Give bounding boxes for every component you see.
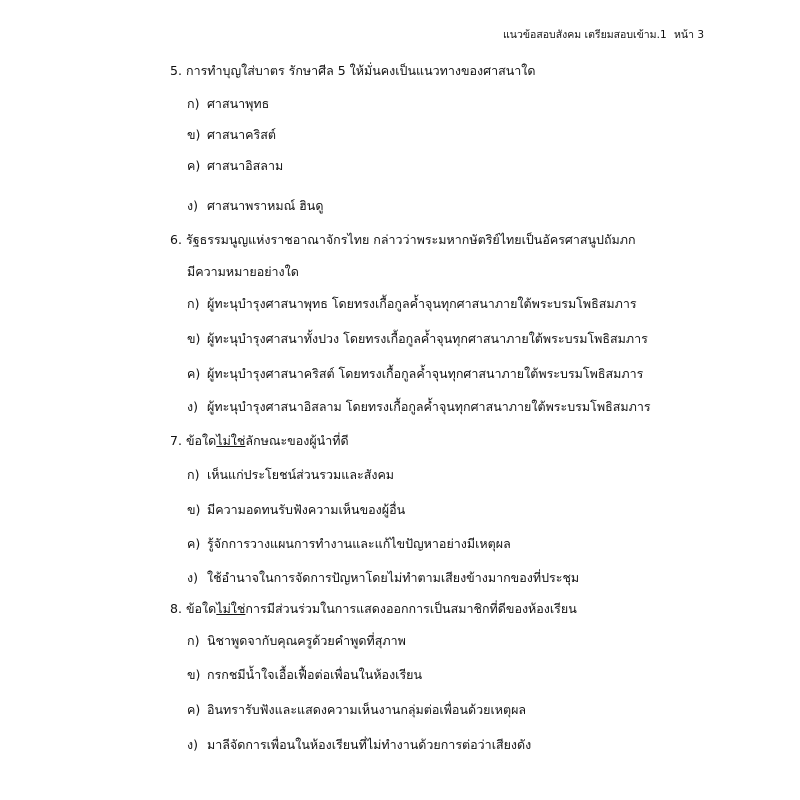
question-8-option-b — [187, 667, 422, 683]
option-mark: ข) — [187, 127, 201, 142]
option-mark: ก) — [187, 296, 200, 311]
option-text: ผู้ทะนุบำรุงศาสนาคริสต์ โดยทรงเกื้อกูลค้ำจุนทุกศาสนาภายใต้พระบรมโพธิสมภาร — [207, 366, 644, 381]
option-mark: ก) — [187, 633, 200, 648]
question-6-option-d — [187, 399, 651, 415]
question-5-option-a — [187, 96, 269, 112]
option-mark: ง) — [187, 737, 198, 752]
header-title: แนวข้อสอบสังคม เตรียมสอบเข้าม.1 — [503, 29, 667, 41]
question-7-option-b — [187, 502, 405, 518]
question-text-pre: ข้อใด — [186, 433, 217, 448]
option-text: ผู้ทะนุบำรุงศาสนาทั้งปวง โดยทรงเกื้อกูลค้ำจุนทุกศาสนาภายใต้พระบรมโพธิสมภาร — [207, 331, 648, 346]
question-number: 7. — [170, 433, 182, 448]
option-text: ผู้ทะนุบำรุงศาสนาพุทธ โดยทรงเกื้อกูลค้ำจุนทุกศาสนาภายใต้พระบรมโพธิสมภาร — [207, 296, 637, 311]
question-5 — [170, 63, 536, 79]
option-text: เห็นแก่ประโยชน์ส่วนรวมและสังคม — [207, 467, 395, 482]
question-8 — [170, 601, 577, 617]
option-mark: ง) — [187, 198, 198, 213]
question-7-option-d — [187, 570, 579, 586]
question-6-option-a — [187, 296, 637, 312]
question-7 — [170, 433, 349, 449]
option-text: รู้จักการวางแผนการทำงานและแก้ไขปัญหาอย่างมีเหตุผล — [207, 536, 511, 551]
option-text: ผู้ทะนุบำรุงศาสนาอิสลาม โดยทรงเกื้อกูลค้ำจุนทุกศาสนาภายใต้พระบรมโพธิสมภาร — [207, 399, 651, 414]
question-6-continued — [187, 264, 299, 280]
page-header — [503, 26, 704, 43]
option-text: ศาสนาพราหมณ์ ฮินดู — [207, 198, 324, 213]
option-mark: ค) — [187, 702, 201, 717]
option-text: ศาสนาพุทธ — [207, 96, 270, 111]
question-text: รัฐธรรมนูญแห่งราชอาณาจักรไทย กล่าวว่าพระมหากษัตริย์ไทยเป็นอัครศาสนูปถัมภก — [186, 232, 636, 247]
option-mark: ก) — [187, 96, 200, 111]
option-text: มีความอดทนรับฟังความเห็นของผู้อื่น — [207, 502, 406, 517]
option-mark: ข) — [187, 667, 201, 682]
option-text: ศาสนาอิสลาม — [207, 158, 284, 173]
option-text: กรกชมีน้ำใจเอื้อเฟื้อต่อเพื่อนในห้องเรียน — [207, 667, 423, 682]
question-text-post: ลักษณะของผู้นำที่ดี — [245, 433, 349, 448]
question-5-option-c — [187, 158, 283, 174]
option-mark: ค) — [187, 536, 201, 551]
question-8-option-c — [187, 702, 526, 718]
question-5-option-d — [187, 198, 323, 214]
option-mark: ก) — [187, 467, 200, 482]
option-mark: ง) — [187, 570, 198, 585]
question-text-pre: ข้อใด — [186, 601, 217, 616]
question-number: 8. — [170, 601, 182, 616]
option-text: ใช้อำนาจในการจัดการปัญหาโดยไม่ทำตามเสียงข้างมากของที่ประชุม — [207, 570, 580, 585]
question-6 — [170, 232, 636, 248]
option-text: อินทรารับฟังและแสดงความเห็นงานกลุ่มต่อเพื่อนด้วยเหตุผล — [207, 702, 527, 717]
question-number: 5. — [170, 63, 182, 78]
option-mark: ง) — [187, 399, 198, 414]
question-8-option-d — [187, 737, 531, 753]
option-text: มาลีจัดการเพื่อนในห้องเรียนที่ไม่ทำงานด้วยการต่อว่าเสียงดัง — [207, 737, 532, 752]
question-text: การทำบุญใส่บาตร รักษาศีล 5 ให้มั่นคงเป็นแนวทางของศาสนาใด — [186, 63, 536, 78]
question-6-option-b — [187, 331, 648, 347]
option-text: นิชาพูดจากับคุณครูด้วยคำพูดที่สุภาพ — [207, 633, 406, 648]
question-number: 6. — [170, 232, 182, 247]
question-text-continued: มีความหมายอย่างใด — [187, 264, 299, 279]
option-text: ศาสนาคริสต์ — [207, 127, 276, 142]
option-mark: ค) — [187, 366, 201, 381]
question-7-option-c — [187, 536, 511, 552]
question-text-underlined: ไม่ใช่ — [216, 601, 246, 616]
question-5-option-b — [187, 127, 276, 143]
option-mark: ข) — [187, 331, 201, 346]
question-8-option-a — [187, 633, 406, 649]
question-text-post: การมีส่วนร่วมในการแสดงออกการเป็นสมาชิกที่ดีของห้องเรียน — [245, 601, 577, 616]
question-6-option-c — [187, 366, 643, 382]
question-text-underlined: ไม่ใช่ — [216, 433, 246, 448]
option-mark: ข) — [187, 502, 201, 517]
header-page-number: หน้า 3 — [673, 29, 704, 41]
option-mark: ค) — [187, 158, 201, 173]
question-7-option-a — [187, 467, 394, 483]
